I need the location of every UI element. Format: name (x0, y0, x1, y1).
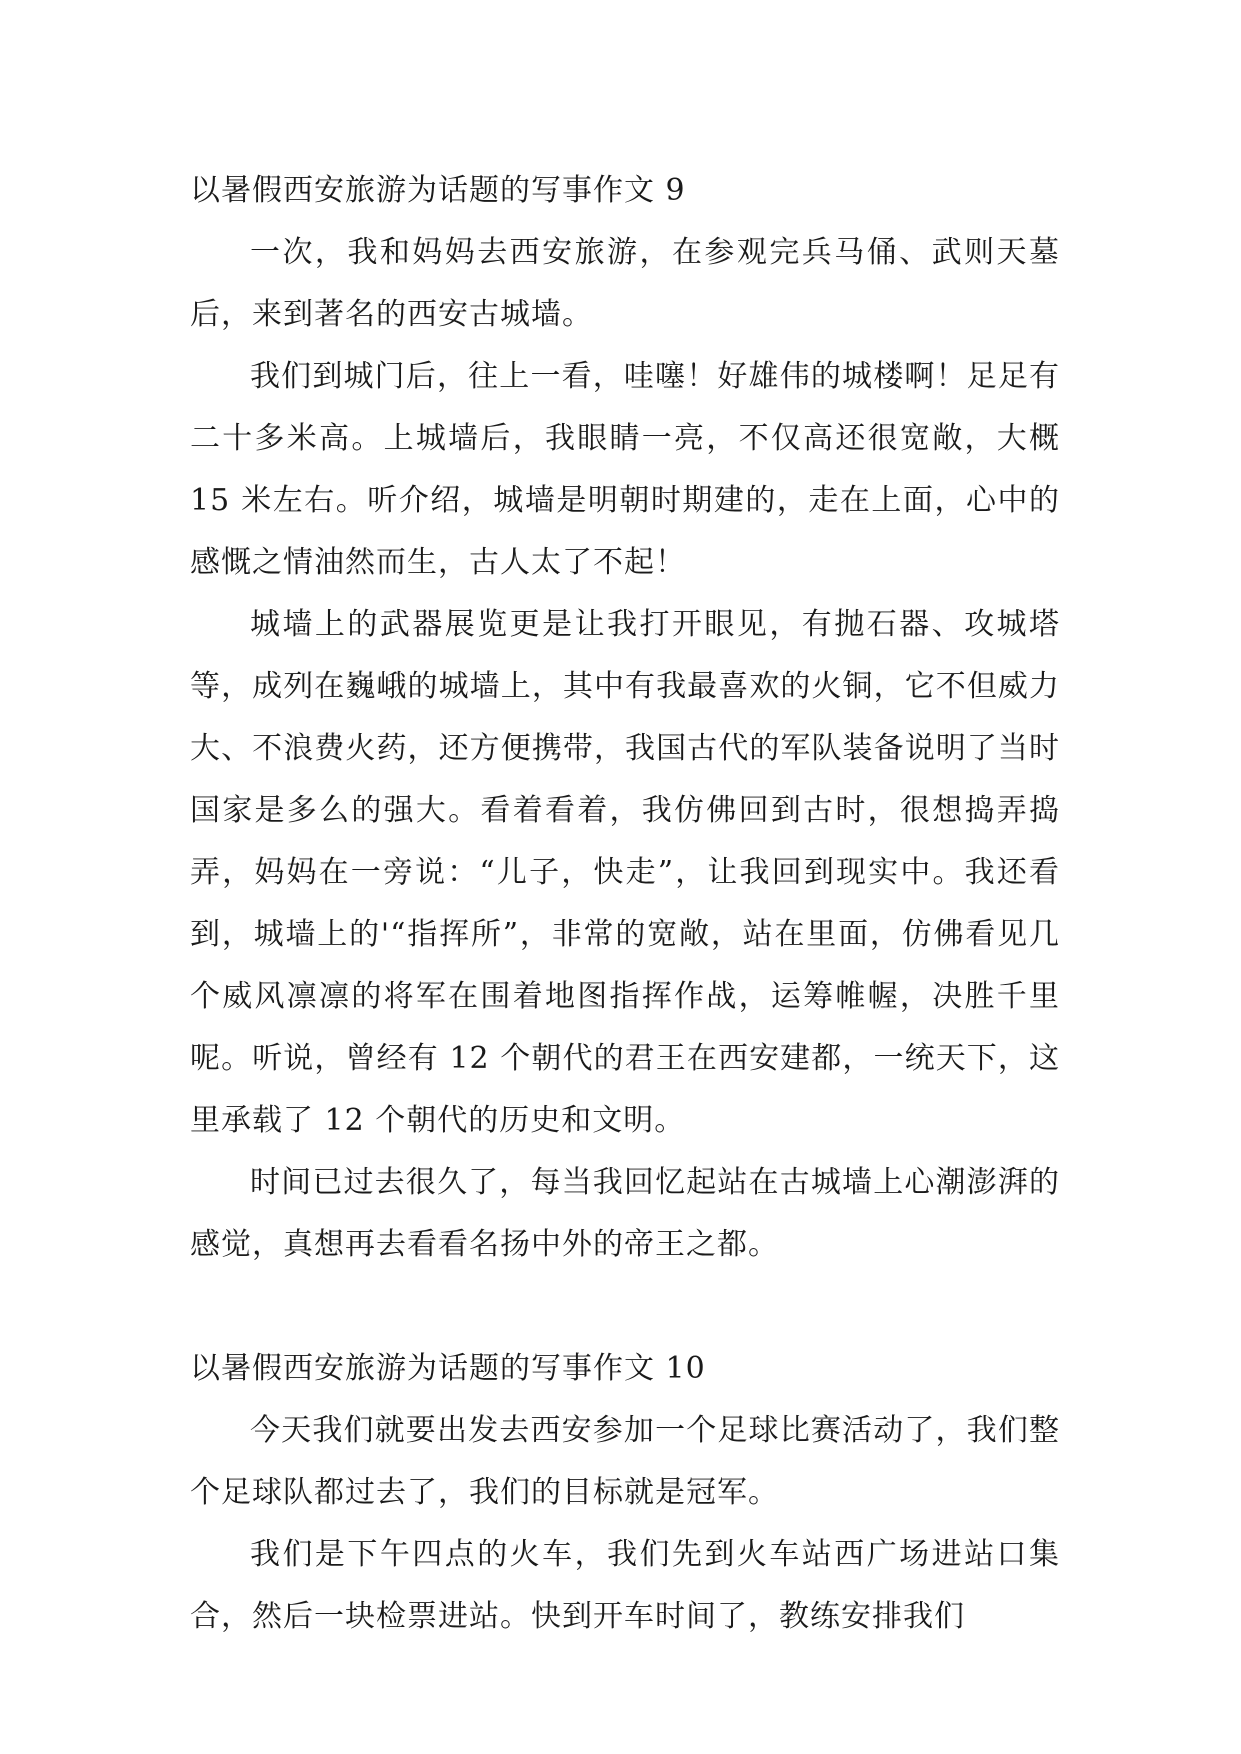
essay-9 (190, 160, 1060, 1276)
section-spacer (190, 1276, 1060, 1338)
paragraph: 我们是下午四点的火车，我们先到火车站西广场进站口集合，然后一块检票进站。快到开车时间了，教练安排我们 (190, 1537, 1060, 1634)
paragraph: 今天我们就要出发去西安参加一个足球比赛活动了，我们整个足球队都过去了，我们的目标就是冠军。 (190, 1413, 1060, 1510)
paragraph: 一次，我和妈妈去西安旅游，在参观完兵马俑、武则天墓后，来到著名的西安古城墙。 (190, 235, 1060, 332)
essay-title: 以暑假西安旅游为话题的写事作文 10 (190, 1351, 706, 1386)
essay-title: 以暑假西安旅游为话题的写事作文 9 (190, 173, 686, 208)
essay-10 (190, 1338, 1060, 1648)
paragraph: 我们到城门后，往上一看，哇噻！好雄伟的城楼啊！足足有二十多米高。上城墙后，我眼睛一亮，不仅高还很宽敞，大概 15 米左右。听介绍，城墙是明朝时期建的，走在上面，心中的感慨之情油然而生，古人太了不起！ (190, 359, 1060, 580)
document-body (190, 160, 1060, 1648)
paragraph: 城墙上的武器展览更是让我打开眼见，有抛石器、攻城塔等，成列在巍峨的城墙上，其中有我最喜欢的火铜，它不但威力大、不浪费火药，还方便携带，我国古代的军队装备说明了当时国家是多么的强大。看着看着，我仿佛回到古时，很想捣弄捣弄，妈妈在一旁说：“儿子，快走”，让我回到现实中。我还看到，城墙上的'“指挥所”，非常的宽敞，站在里面，仿佛看见几个威风凛凛的将军在围着地图指挥作战，运筹帷幄，决胜千里呢。听说，曾经有 12 个朝代的君王在西安建都，一统天下，这里承载了 12 个朝代的历史和文明。 (190, 607, 1060, 1138)
paragraph: 时间已过去很久了，每当我回忆起站在古城墙上心潮澎湃的感觉，真想再去看看名扬中外的帝王之都。 (190, 1165, 1060, 1262)
